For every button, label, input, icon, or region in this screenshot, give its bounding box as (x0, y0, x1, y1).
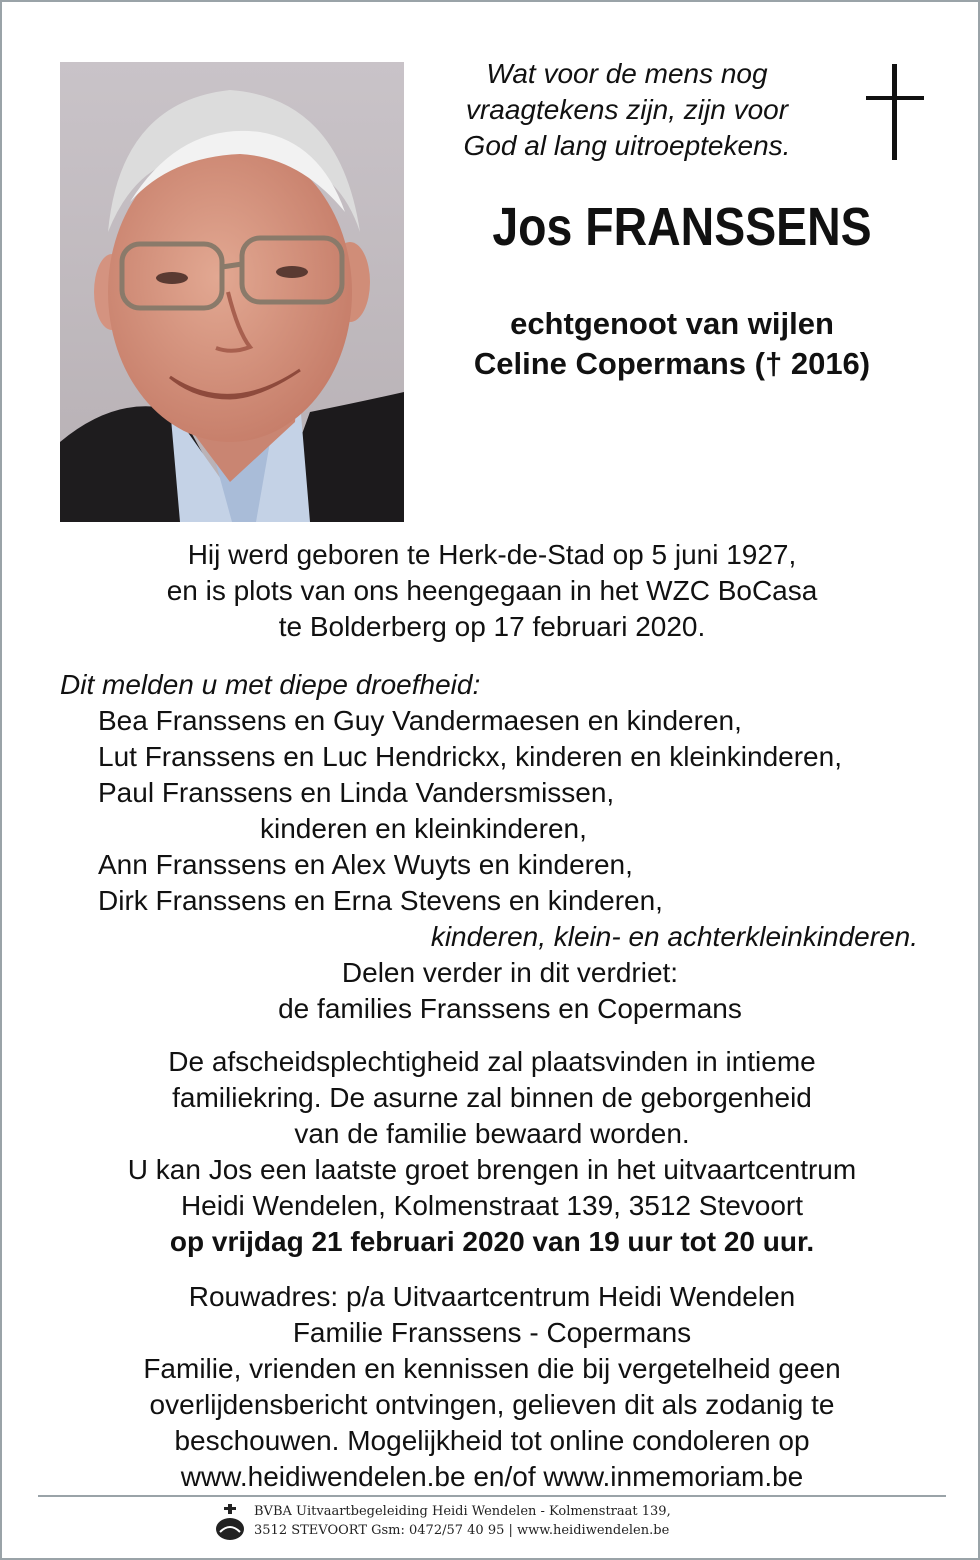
family-member: Ann Franssens en Alex Wuyts en kinderen, (98, 849, 633, 880)
text-line: Familie Franssens - Copermans (292, 1317, 692, 1348)
text-line: De afscheidsplechtigheid zal plaatsvinden in intieme (168, 1046, 816, 1077)
quote-line: God al lang uitroeptekens. (463, 130, 791, 161)
text-line: overlijdensbericht ontvingen, gelieven dit als zodanig te (149, 1389, 835, 1420)
family-member: kinderen en kleinkinderen, (260, 813, 587, 844)
family-member: Lut Franssens en Luc Hendrickx, kinderen en kleinkinderen, (98, 741, 842, 772)
birth-death-info (22, 537, 962, 645)
text-line: en is plots van ons heengegaan in het WZC BoCasa (166, 575, 818, 606)
spouse-name: Celine Copermans († 2016) (473, 346, 871, 381)
text-line: Familie, vrienden en kennissen die bij vergetelheid geen (143, 1353, 841, 1384)
funeral-home-logo-icon (214, 1502, 246, 1542)
spouse-line: echtgenoot van wijlen (510, 306, 834, 341)
grandchildren-line: kinderen, klein- en achterkleinkinderen. (430, 921, 918, 952)
deceased-name: Jos FRANSSENS (492, 197, 872, 257)
text-line: U kan Jos een laatste groet brengen in het uitvaartcentrum (127, 1154, 857, 1185)
family-list (60, 667, 960, 1027)
spouse-info (412, 304, 932, 384)
text-line: Heidi Wendelen, Kolmenstraat 139, 3512 Stevoort (180, 1190, 804, 1221)
footer-divider (38, 1495, 946, 1497)
text-line: beschouwen. Mogelijkheid tot online condoleren op (174, 1425, 810, 1456)
family-intro: Dit melden u met diepe droefheid: (60, 669, 481, 700)
text-line: familiekring. De asurne zal binnen de geborgenheid (172, 1082, 812, 1113)
footer-line: 3512 STEVOORT Gsm: 0472/57 40 95 | www.heidiwendelen.be (254, 1523, 670, 1538)
footer-line: BVBA Uitvaartbegeleiding Heidi Wendelen - Kolmenstraat 139, (254, 1504, 671, 1519)
quote-line: Wat voor de mens nog (486, 58, 768, 89)
share-line: Delen verder in dit verdriet: (341, 957, 679, 988)
ceremony-info (22, 1044, 962, 1260)
visitation-time: op vrijdag 21 februari 2020 van 19 uur tot 20 uur. (169, 1226, 815, 1257)
text-line: Hij werd geboren te Herk-de-Stad op 5 juni 1927, (187, 539, 797, 570)
cross-icon (866, 64, 924, 162)
text-line: te Bolderberg op 17 februari 2020. (278, 611, 706, 642)
portrait-photo (60, 62, 404, 522)
family-member: Paul Franssens en Linda Vandersmissen, (98, 777, 615, 808)
opening-quote (412, 56, 842, 164)
text-line: Rouwadres: p/a Uitvaartcentrum Heidi Wendelen (188, 1281, 796, 1312)
websites-line: www.heidiwendelen.be en/of www.inmemoriam.be (180, 1461, 804, 1492)
quote-line: vraagtekens zijn, zijn voor (465, 94, 789, 125)
family-member: Dirk Franssens en Erna Stevens en kinderen, (98, 885, 663, 916)
family-member: Bea Franssens en Guy Vandermaesen en kinderen, (98, 705, 742, 736)
families-line: de families Franssens en Copermans (278, 993, 742, 1024)
text-line: van de familie bewaard worden. (294, 1118, 690, 1149)
mourning-address (22, 1279, 962, 1495)
footer (214, 1502, 774, 1542)
